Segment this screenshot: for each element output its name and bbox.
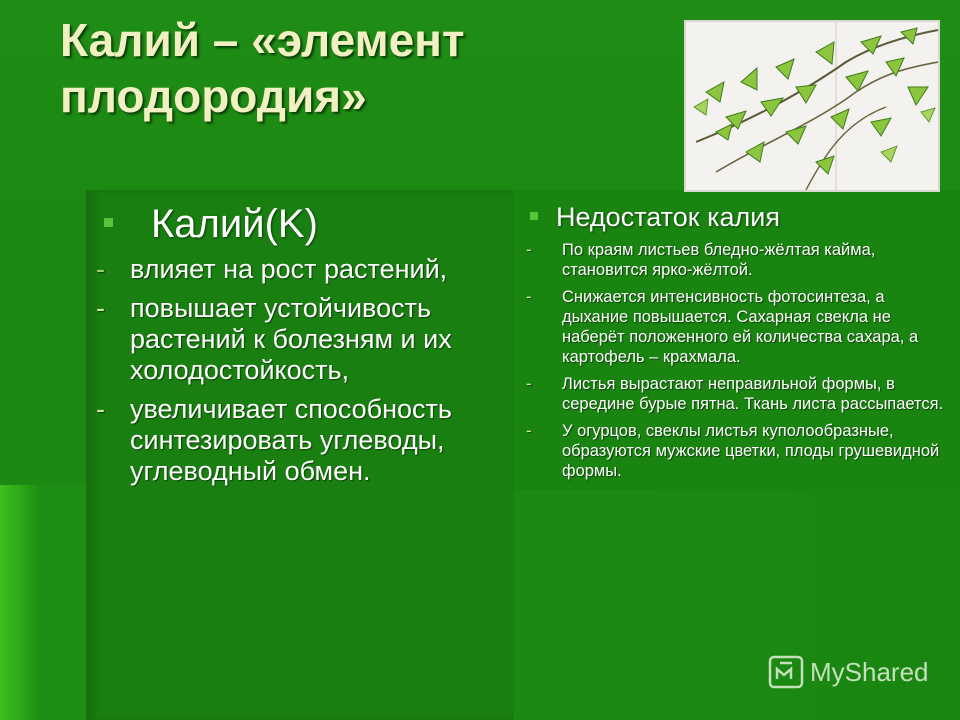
list-item bbox=[526, 421, 946, 481]
list-dash: - bbox=[96, 394, 105, 424]
list-item-text: влияет на рост растений, bbox=[130, 254, 448, 284]
potassium-heading: Калий(K) bbox=[151, 202, 318, 246]
list-dash: - bbox=[96, 254, 105, 284]
list-item bbox=[526, 287, 946, 367]
list-item-text: По краям листьев бледно-жёлтая кайма, становится ярко-жёлтой. bbox=[562, 241, 876, 279]
list-item-text: У огурцов, свеклы листья куполообразные, образуются мужские цветки, плоды грушевидной формы. bbox=[562, 422, 940, 480]
list-item-text: Снижается интенсивность фотосинтеза, а дыхание повышается. Сахарная свекла не наберёт положенного ей количества сахара, а картофель – крахмала. bbox=[562, 288, 919, 366]
myshared-watermark bbox=[768, 655, 929, 689]
decor-strip-left bbox=[0, 485, 38, 720]
list-item bbox=[96, 254, 506, 285]
potassium-effects-list bbox=[96, 254, 506, 487]
list-dash: - bbox=[526, 422, 532, 440]
slide-title: Калий – «элемент плодородия» bbox=[60, 14, 465, 122]
list-dash: - bbox=[526, 288, 532, 306]
deficiency-heading: Недостаток калия bbox=[556, 202, 780, 232]
list-item bbox=[526, 240, 946, 280]
list-item-text: повышает устойчивость растений к болезням и их холодостойкость, bbox=[130, 293, 452, 385]
myshared-logo-icon bbox=[768, 655, 804, 689]
deficiency-column bbox=[526, 200, 946, 488]
birch-leaves-illustration bbox=[684, 20, 940, 192]
list-item bbox=[96, 394, 506, 487]
deficiency-symptoms-list bbox=[526, 240, 946, 481]
list-dash: - bbox=[526, 241, 532, 259]
list-dash: - bbox=[96, 293, 105, 323]
list-item bbox=[96, 293, 506, 386]
list-item-text: Листья вырастают неправильной формы, в середине бурые пятна. Ткань листа рассыпается. bbox=[562, 375, 944, 413]
deficiency-heading-row bbox=[526, 200, 946, 234]
potassium-column bbox=[96, 200, 506, 495]
list-item-text: увеличивает способность синтезировать углеводы, углеводный обмен. bbox=[130, 394, 452, 486]
watermark-text: MyShared bbox=[810, 656, 929, 687]
list-item bbox=[526, 374, 946, 414]
list-dash: - bbox=[526, 375, 532, 393]
bullet-square-icon bbox=[530, 212, 538, 220]
potassium-heading-row bbox=[96, 200, 506, 248]
bullet-square-icon bbox=[104, 218, 113, 227]
leaves-drawing bbox=[686, 22, 938, 190]
